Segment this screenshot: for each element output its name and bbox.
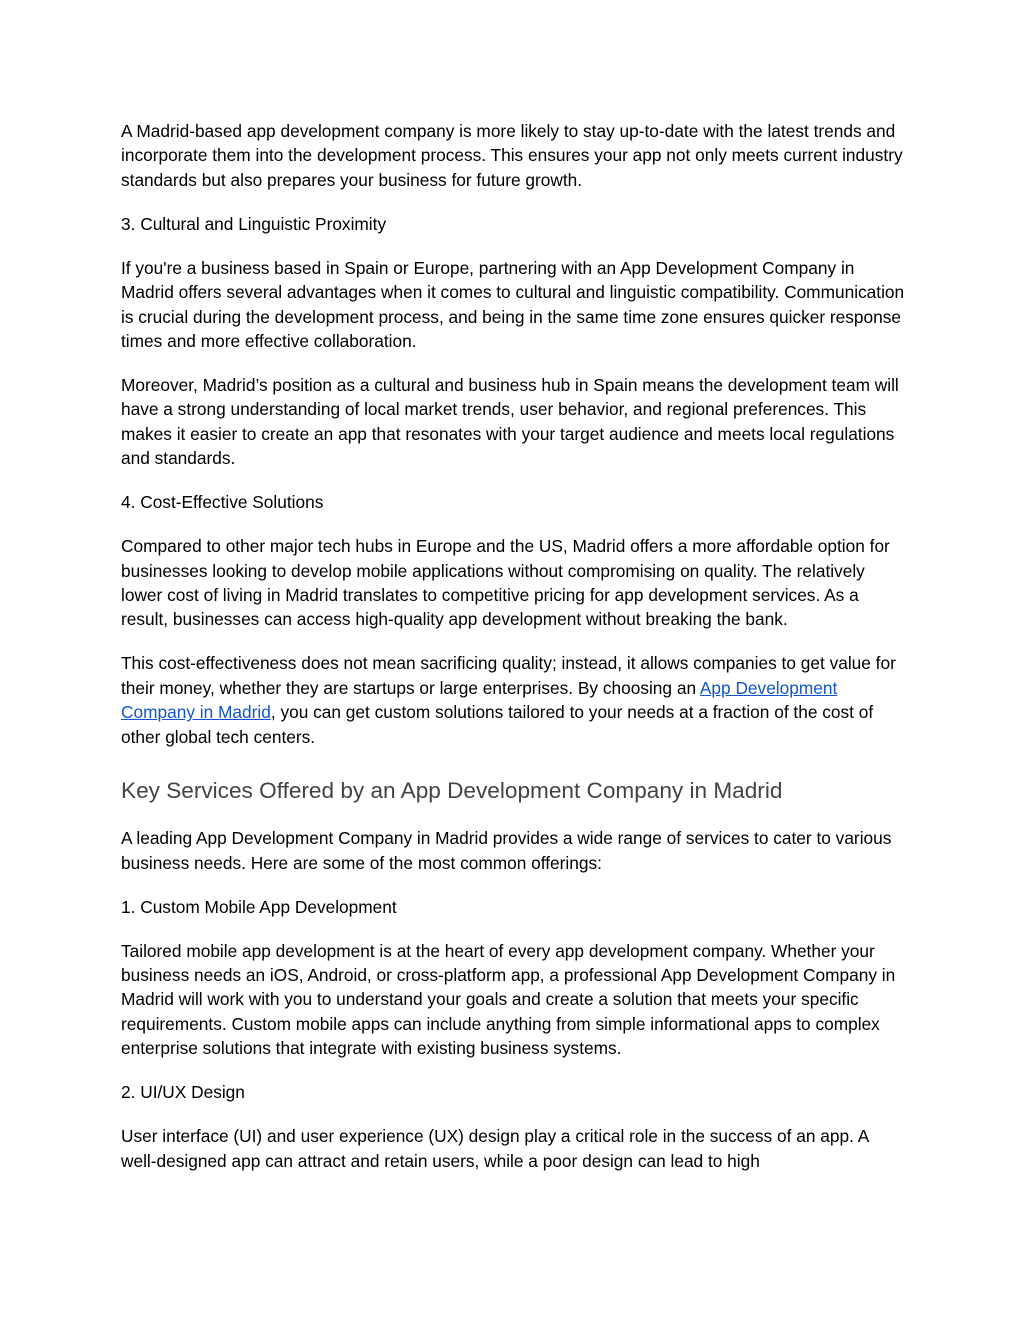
paragraph-latest-trends: A Madrid-based app development company is more likely to stay up-to-date with the latest trends and incorporate them into the development process. This ensures your app not only meets current industry standards but also prepares your business for future growth. [121, 121, 903, 190]
app-development-company-link[interactable]: App Development Company in Madrid [121, 677, 838, 723]
paragraph-cultural-advantages: If you're a business based in Spain or Europe, partnering with an App Development Company in Madrid offers several advantages when it comes to cultural and linguistic compatibility. Communication is crucial during the development process, and being in the same time zone ensures quicker response times and more effective collaboration. [121, 257, 905, 352]
subheading-custom-mobile-app: 1. Custom Mobile App Development [121, 896, 397, 917]
paragraph-ui-ux: User interface (UI) and user experience (UX) design play a critical role in the success of an app. A well-designed app can attract and retain users, while a poor design can lead to high [121, 1126, 869, 1171]
paragraph-text-before-link: This cost-effectiveness does not mean sacrificing quality; instead, it allows companies to get value for their money, whether they are startups or large enterprises. By choosing an [121, 653, 896, 698]
subheading-cost-effective: 4. Cost-Effective Solutions [121, 492, 324, 513]
paragraph-cost-effectiveness [121, 651, 907, 749]
paragraph-services-intro: A leading App Development Company in Madrid provides a wide range of services to cater to various business needs. Here are some of the most common offerings: [121, 828, 892, 873]
paragraph-madrid-hub: Moreover, Madrid’s position as a cultural and business hub in Spain means the development team will have a strong understanding of local market trends, user behavior, and regional preferences. This makes it easier to create an app that resonates with your target audience and meets local regulations and standards. [121, 375, 899, 469]
subheading-cultural-proximity: 3. Cultural and Linguistic Proximity [121, 213, 387, 234]
section-heading-key-services: Key Services Offered by an App Development Company in Madrid [121, 778, 783, 804]
subheading-ui-ux-design: 2. UI/UX Design [121, 1082, 245, 1103]
paragraph-text-after-link: , you can get custom solutions tailored to your needs at a fraction of the cost of other global tech centers. [121, 702, 874, 747]
paragraph-custom-development: Tailored mobile app development is at the heart of every app development company. Whether your business needs an iOS, Android, or cross-platform app, a professional App Development Company in Madrid will work with you to understand your goals and create a solution that meets your specific requirements. Custom mobile apps can include anything from simple informational apps to complex enterprise solutions that integrate with existing business systems. [121, 940, 896, 1059]
paragraph-affordable-option: Compared to other major tech hubs in Europe and the US, Madrid offers a more affordable option for businesses looking to develop mobile applications without compromising on quality. The relatively lower cost of living in Madrid translates to competitive pricing for app development services. As a result, businesses can access high-quality app development without breaking the bank. [121, 536, 890, 630]
document-page [121, 119, 907, 1173]
